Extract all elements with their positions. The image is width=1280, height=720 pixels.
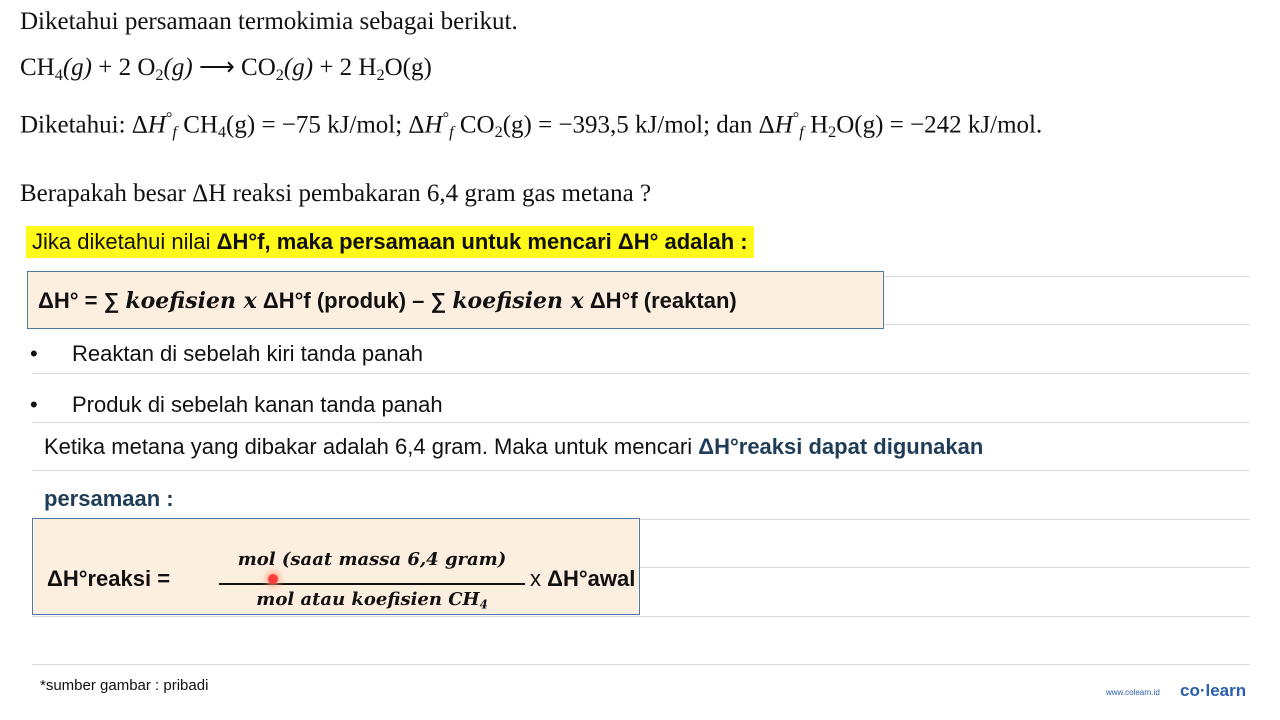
ruled-line: [32, 664, 1250, 665]
explanation-line: Ketika metana yang dibakar adalah 6,4 gram. Maka untuk mencari ΔH°reaksi dapat digunakan: [44, 434, 984, 459]
reaction-equation: $CH_4(g) + 2$ $O_2(g)$ ⟶ $CO_2(g) + 2$ $H_2O(g)$: [20, 54, 432, 84]
highlighted-instruction: Jika diketahui nilai ΔH°f, maka persamaan untuk mencari ΔH° adalah :: [26, 226, 754, 258]
known-values: Diketahui: $\Delta H^\circ_f$ $CH_4(g) = -75$ kJ/mol; $\Delta H^\circ_f$ $CO_2(g) = -393,5$ kJ/mol; dan $\Delta H^\circ_f$ $H_2O(g) = -242$ kJ/mol.: [20, 109, 1043, 142]
explanation-line-2: persamaan :: [44, 486, 174, 511]
reaction-arrow: ⟶: [198, 54, 235, 81]
ruled-line: [32, 470, 1250, 471]
ruled-line: [32, 373, 1250, 374]
formula-rhs: x ΔH°awal: [530, 566, 636, 591]
fraction-bar: [219, 583, 525, 585]
bullet-reaktan: • Reaktan di sebelah kiri tanda panah: [30, 341, 424, 366]
brand-url: www.colearn.id: [1106, 688, 1160, 697]
ruled-line: [32, 422, 1250, 423]
fraction-denominator: mol atau koefisien $CH_4$: [256, 589, 488, 612]
bullet-produk: • Produk di sebelah kanan tanda panah: [30, 392, 443, 417]
source-note: *sumber gambar : pribadi: [40, 677, 209, 694]
enthalpy-formula-box: ΔH° = ∑ koefisien x ΔH°f (produk) – ∑ koefisien x ΔH°f (reaktan): [27, 271, 884, 329]
ruled-line: [32, 616, 1250, 617]
colearn-logo: co·learn: [1180, 681, 1247, 700]
formula-lhs: ΔH°reaksi =: [47, 566, 171, 591]
question-intro: Diketahui persamaan termokimia sebagai berikut.: [20, 8, 518, 35]
fraction-numerator: mol (saat massa 6,4 gram): [237, 549, 507, 570]
bullet-icon: •: [30, 341, 38, 366]
question-text: Berapakah besar ΔH reaksi pembakaran 6,4 gram gas metana ?: [20, 180, 652, 207]
bullet-icon: •: [30, 392, 38, 417]
pointer-cursor-icon: [268, 574, 278, 584]
reaction-enthalpy-formula-box: [32, 518, 640, 615]
